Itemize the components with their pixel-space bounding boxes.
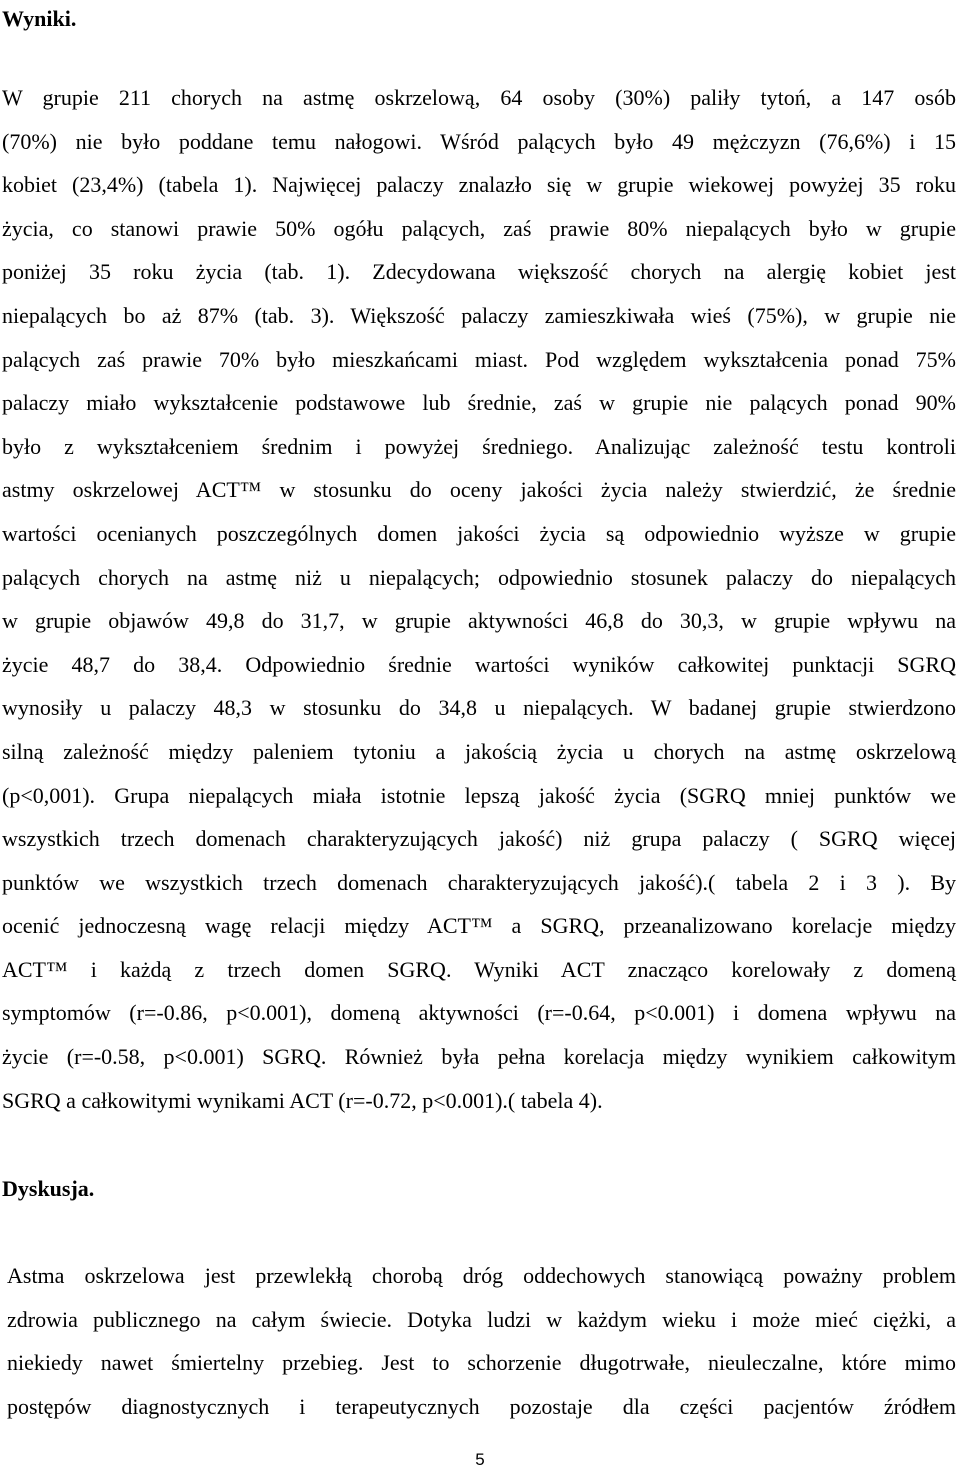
results-line: wynosiły u palaczy 48,3 w stosunku do 34,8 u niepalących. W badanej grupie stwierdzono (2, 695, 956, 721)
discussion-line: postępów diagnostycznych i terapeutycznych pozostaje dla części pacjentów źródłem (7, 1393, 956, 1419)
results-line: poniżej 35 roku życia (tab. 1). Zdecydowana większość chorych na alergię kobiet jest (2, 259, 956, 285)
results-line: życia, co stanowi prawie 50% ogółu palących, zaś prawie 80% niepalących było w grupie (2, 215, 956, 241)
results-line: (70%) nie było poddane temu nałogowi. Wśród palących było 49 mężczyzn (76,6%) i 15 (2, 128, 956, 154)
results-line: symptomów (r=-0.86, p<0.001), domeną aktywności (r=-0.64, p<0.001) i domena wpływu na (2, 1000, 956, 1026)
section-heading-discussion: Dyskusja. (2, 1176, 95, 1201)
results-line: wartości ocenianych poszczególnych domen jakości życia są odpowiednio wyższe w grupie (2, 520, 956, 546)
discussion-line: zdrowia publicznego na całym świecie. Dotyka ludzi w każdym wieku i może mieć ciężki, a (7, 1306, 956, 1332)
results-line: było z wykształceniem średnim i powyżej średniego. Analizując zależność testu kontroli (2, 433, 956, 459)
results-paragraph (2, 76, 956, 1122)
results-line: W grupie 211 chorych na astmę oskrzelową, 64 osoby (30%) paliły tytoń, a 147 osób (2, 85, 956, 110)
results-line: w grupie objawów 49,8 do 31,7, w grupie aktywności 46,8 do 30,3, w grupie wpływu na (2, 608, 956, 634)
discussion-line: niekiedy nawet śmiertelny przebieg. Jest to schorzenie długotrwałe, nieuleczalne, które mimo (7, 1350, 956, 1376)
results-line: punktów we wszystkich trzech domenach charakteryzujących jakość).( tabela 2 i 3 ). By (2, 869, 956, 895)
page-number: 5 (475, 1450, 485, 1469)
results-line: astmy oskrzelowej ACT™ w stosunku do oceny jakości życia należy stwierdzić, że średnie (2, 477, 956, 503)
results-line: (p<0,001). Grupa niepalących miała istotnie lepszą jakość życia (SGRQ mniej punktów we (2, 782, 956, 808)
results-line: życie (r=-0.58, p<0.001) SGRQ. Również była pełna korelacja między wynikiem całkowitym (2, 1044, 956, 1070)
results-line: niepalących bo aż 87% (tab. 3). Większość palaczy zamieszkiwała wieś (75%), w grupie nie (2, 302, 956, 328)
results-line: ocenić jednoczesną wagę relacji między ACT™ a SGRQ, przeanalizowano korelacje między (2, 913, 956, 939)
results-line: życie 48,7 do 38,4. Odpowiednio średnie wartości wyników całkowitej punktacji SGRQ (2, 651, 956, 677)
discussion-paragraph (2, 1254, 956, 1428)
results-line: SGRQ a całkowitymi wynikami ACT (r=-0.72, p<0.001).( tabela 4). (2, 1087, 603, 1113)
results-line: palaczy miało wykształcenie podstawowe lub średnie, zaś w grupie nie palących ponad 90% (2, 390, 956, 416)
discussion-line: Astma oskrzelowa jest przewlekłą chorobą dróg oddechowych stanowiącą poważny problem (7, 1263, 956, 1288)
section-heading-results: Wyniki. (2, 6, 77, 31)
results-line: palących zaś prawie 70% było mieszkańcami miast. Pod względem wykształcenia ponad 75% (2, 346, 956, 372)
results-line: palących chorych na astmę niż u niepalących; odpowiednio stosunek palaczy do niepalących (2, 564, 956, 590)
results-line: ACT™ i każdą z trzech domen SGRQ. Wyniki ACT znacząco korelowały z domeną (2, 956, 956, 982)
results-line: silną zależność między paleniem tytoniu a jakością życia u chorych na astmę oskrzelową (2, 738, 956, 764)
results-line: kobiet (23,4%) (tabela 1). Najwięcej palaczy znalazło się w grupie wiekowej powyżej 35 roku (2, 172, 956, 198)
results-line: wszystkich trzech domenach charakteryzujących jakość) niż grupa palaczy ( SGRQ więcej (2, 826, 956, 852)
